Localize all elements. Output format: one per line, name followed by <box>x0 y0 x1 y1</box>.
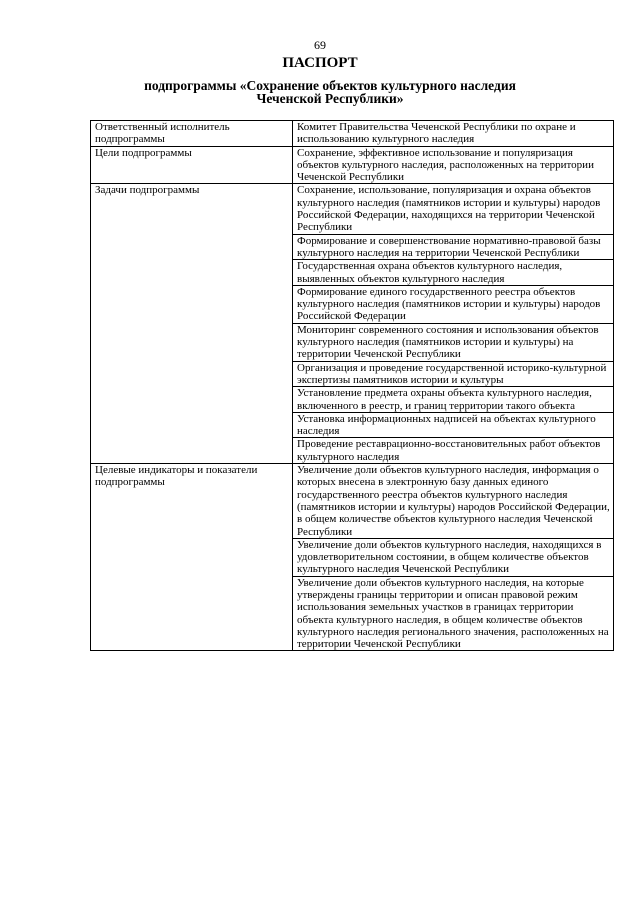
row-value: Формирование единого государственного реестра объектов культурного наследия (памятников истории и культуры) народов Российской Федерации <box>293 285 614 323</box>
row-value: Установление предмета охраны объекта культурного наследия, включенного в реестр, и границ территории такого объекта <box>293 387 614 413</box>
table-row <box>91 121 614 147</box>
row-value: Проведение реставрационно-восстановительных работ объектов культурного наследия <box>293 438 614 464</box>
row-value: Организация и проведение государственной историко-культурной экспертизы памятников истории и культуры <box>293 361 614 387</box>
row-value: Сохранение, использование, популяризация и охрана объектов культурного наследия (памятников истории и культуры) народов Российской Федерации, находящихся на территории Чеченской Республики <box>293 184 614 234</box>
table-row <box>91 464 614 539</box>
row-value: Комитет Правительства Чеченской Республики по охране и использованию культурного наследия <box>293 121 614 147</box>
document-title: ПАСПОРТ <box>282 55 358 71</box>
passport-table <box>90 120 614 651</box>
row-value: Мониторинг современного состояния и использования объектов культурного наследия (памятников истории и культуры) на территории Чеченской Республики <box>293 323 614 361</box>
table-row <box>91 184 614 234</box>
row-value: Установка информационных надписей на объектах культурного наследия <box>293 412 614 438</box>
row-label: Целевые индикаторы и показатели подпрограммы <box>91 464 293 651</box>
row-label: Задачи подпрограммы <box>91 184 293 464</box>
row-value: Государственная охрана объектов культурного наследия, выявленных объектов культурного наследия <box>293 260 614 286</box>
row-label: Ответственный исполнитель подпрограммы <box>91 121 293 147</box>
row-value: Формирование и совершенствование нормативно-правовой базы культурного наследия на территории Чеченской Республики <box>293 234 614 260</box>
row-value: Увеличение доли объектов культурного наследия, находящихся в удовлетворительном состоянии, в общем количестве объектов культурного наследия Чеченской Республики <box>293 538 614 576</box>
row-value: Увеличение доли объектов культурного наследия, на которые утверждены границы территории и описан правовой режим использования земельных участков в границах территории объекта культурного наследия, в общем количестве объектов культурного наследия регионального значения, расположенных на территории Чеченской Республики <box>293 576 614 651</box>
document-subtitle: подпрограммы «Сохранение объектов культурного наследия Чеченской Республики» <box>144 78 516 106</box>
row-value: Сохранение, эффективное использование и популяризация объектов культурного наследия, расположенных на территории Чеченской Республики <box>293 146 614 184</box>
table-row <box>91 146 614 184</box>
page-number: 69 <box>314 38 326 52</box>
row-value: Увеличение доли объектов культурного наследия, информация о которых внесена в электронную базу данных единого государственного реестра объектов культурного наследия (памятников истории и культуры) народов Российской Федерации, в общем количестве объектов культурного наследия Чеченской Республики <box>293 464 614 539</box>
row-label: Цели подпрограммы <box>91 146 293 184</box>
